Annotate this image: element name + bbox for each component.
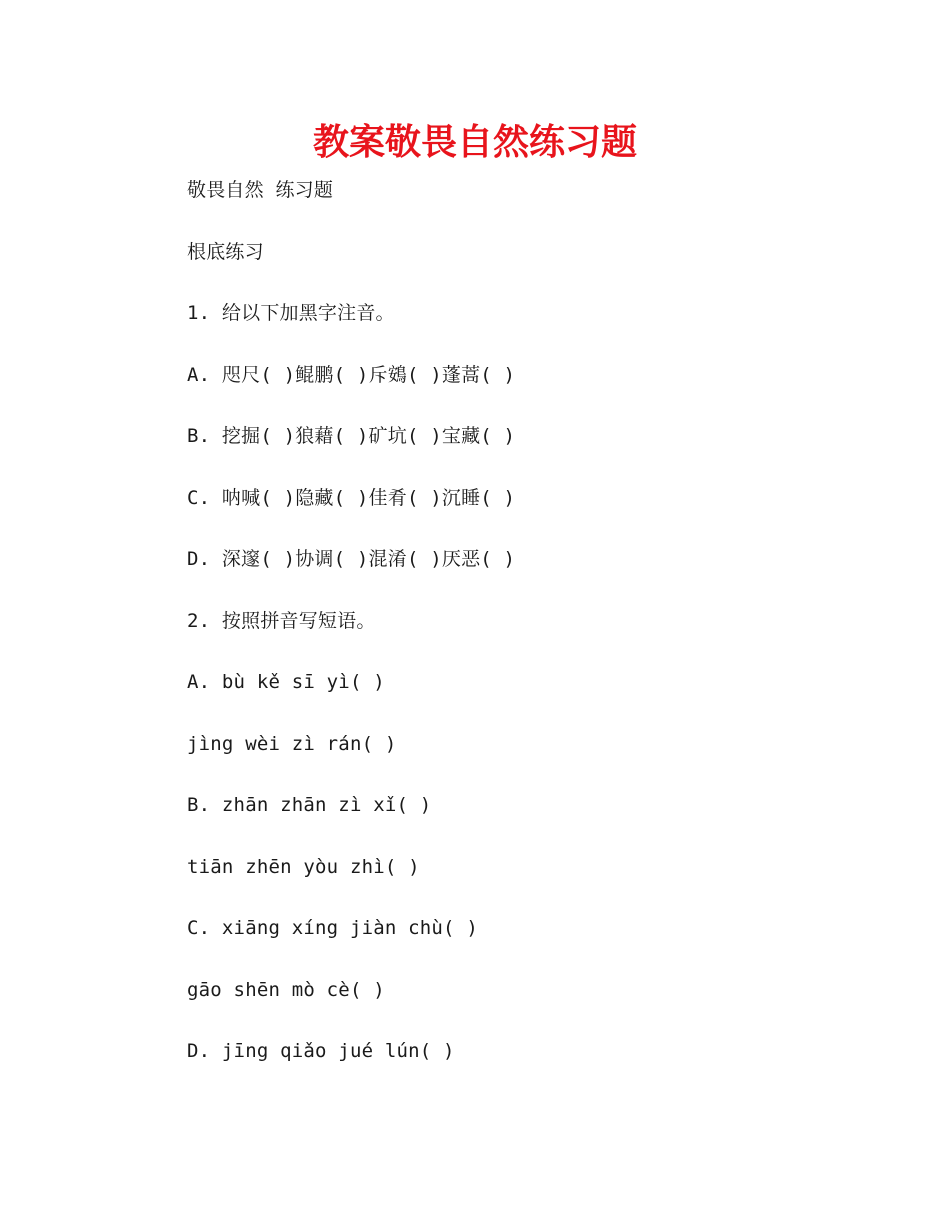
document-body bbox=[187, 174, 887, 1097]
question-2-option-c-2: gāo shēn mò cè( ) bbox=[187, 978, 385, 1001]
question-2-option-b-1: B. zhān zhān zì xǐ( ) bbox=[187, 794, 432, 816]
question-2-option-b-2: tiān zhēn yòu zhì( ) bbox=[187, 855, 420, 878]
question-1-option-c: C. 呐喊( )隐藏( )佳肴( )沉睡( ) bbox=[187, 486, 516, 509]
question-2-option-d-1: D. jīng qiǎo jué lún( ) bbox=[187, 1040, 455, 1062]
question-1-option-d: D. 深邃( )协调( )混淆( )厌恶( ) bbox=[187, 548, 516, 570]
section-heading: 根底练习 bbox=[187, 240, 264, 263]
subtitle: 敬畏自然 练习题 bbox=[187, 179, 334, 201]
question-1: 1. 给以下加黑字注音。 bbox=[187, 302, 395, 324]
page-title: 教案敬畏自然练习题 bbox=[312, 122, 637, 163]
question-2: 2. 按照拼音写短语。 bbox=[187, 609, 376, 632]
question-1-option-a: A. 咫尺( )鲲鹏( )斥鴳( )蓬蒿( ) bbox=[187, 363, 516, 386]
question-2-option-a-2: jìng wèi zì rán( ) bbox=[187, 732, 397, 755]
question-2-option-c-1: C. xiāng xíng jiàn chù( ) bbox=[187, 917, 478, 939]
question-2-option-a-1: A. bù kě sī yì( ) bbox=[187, 671, 385, 693]
question-1-option-b: B. 挖掘( )狼藉( )矿坑( )宝藏( ) bbox=[187, 425, 516, 447]
